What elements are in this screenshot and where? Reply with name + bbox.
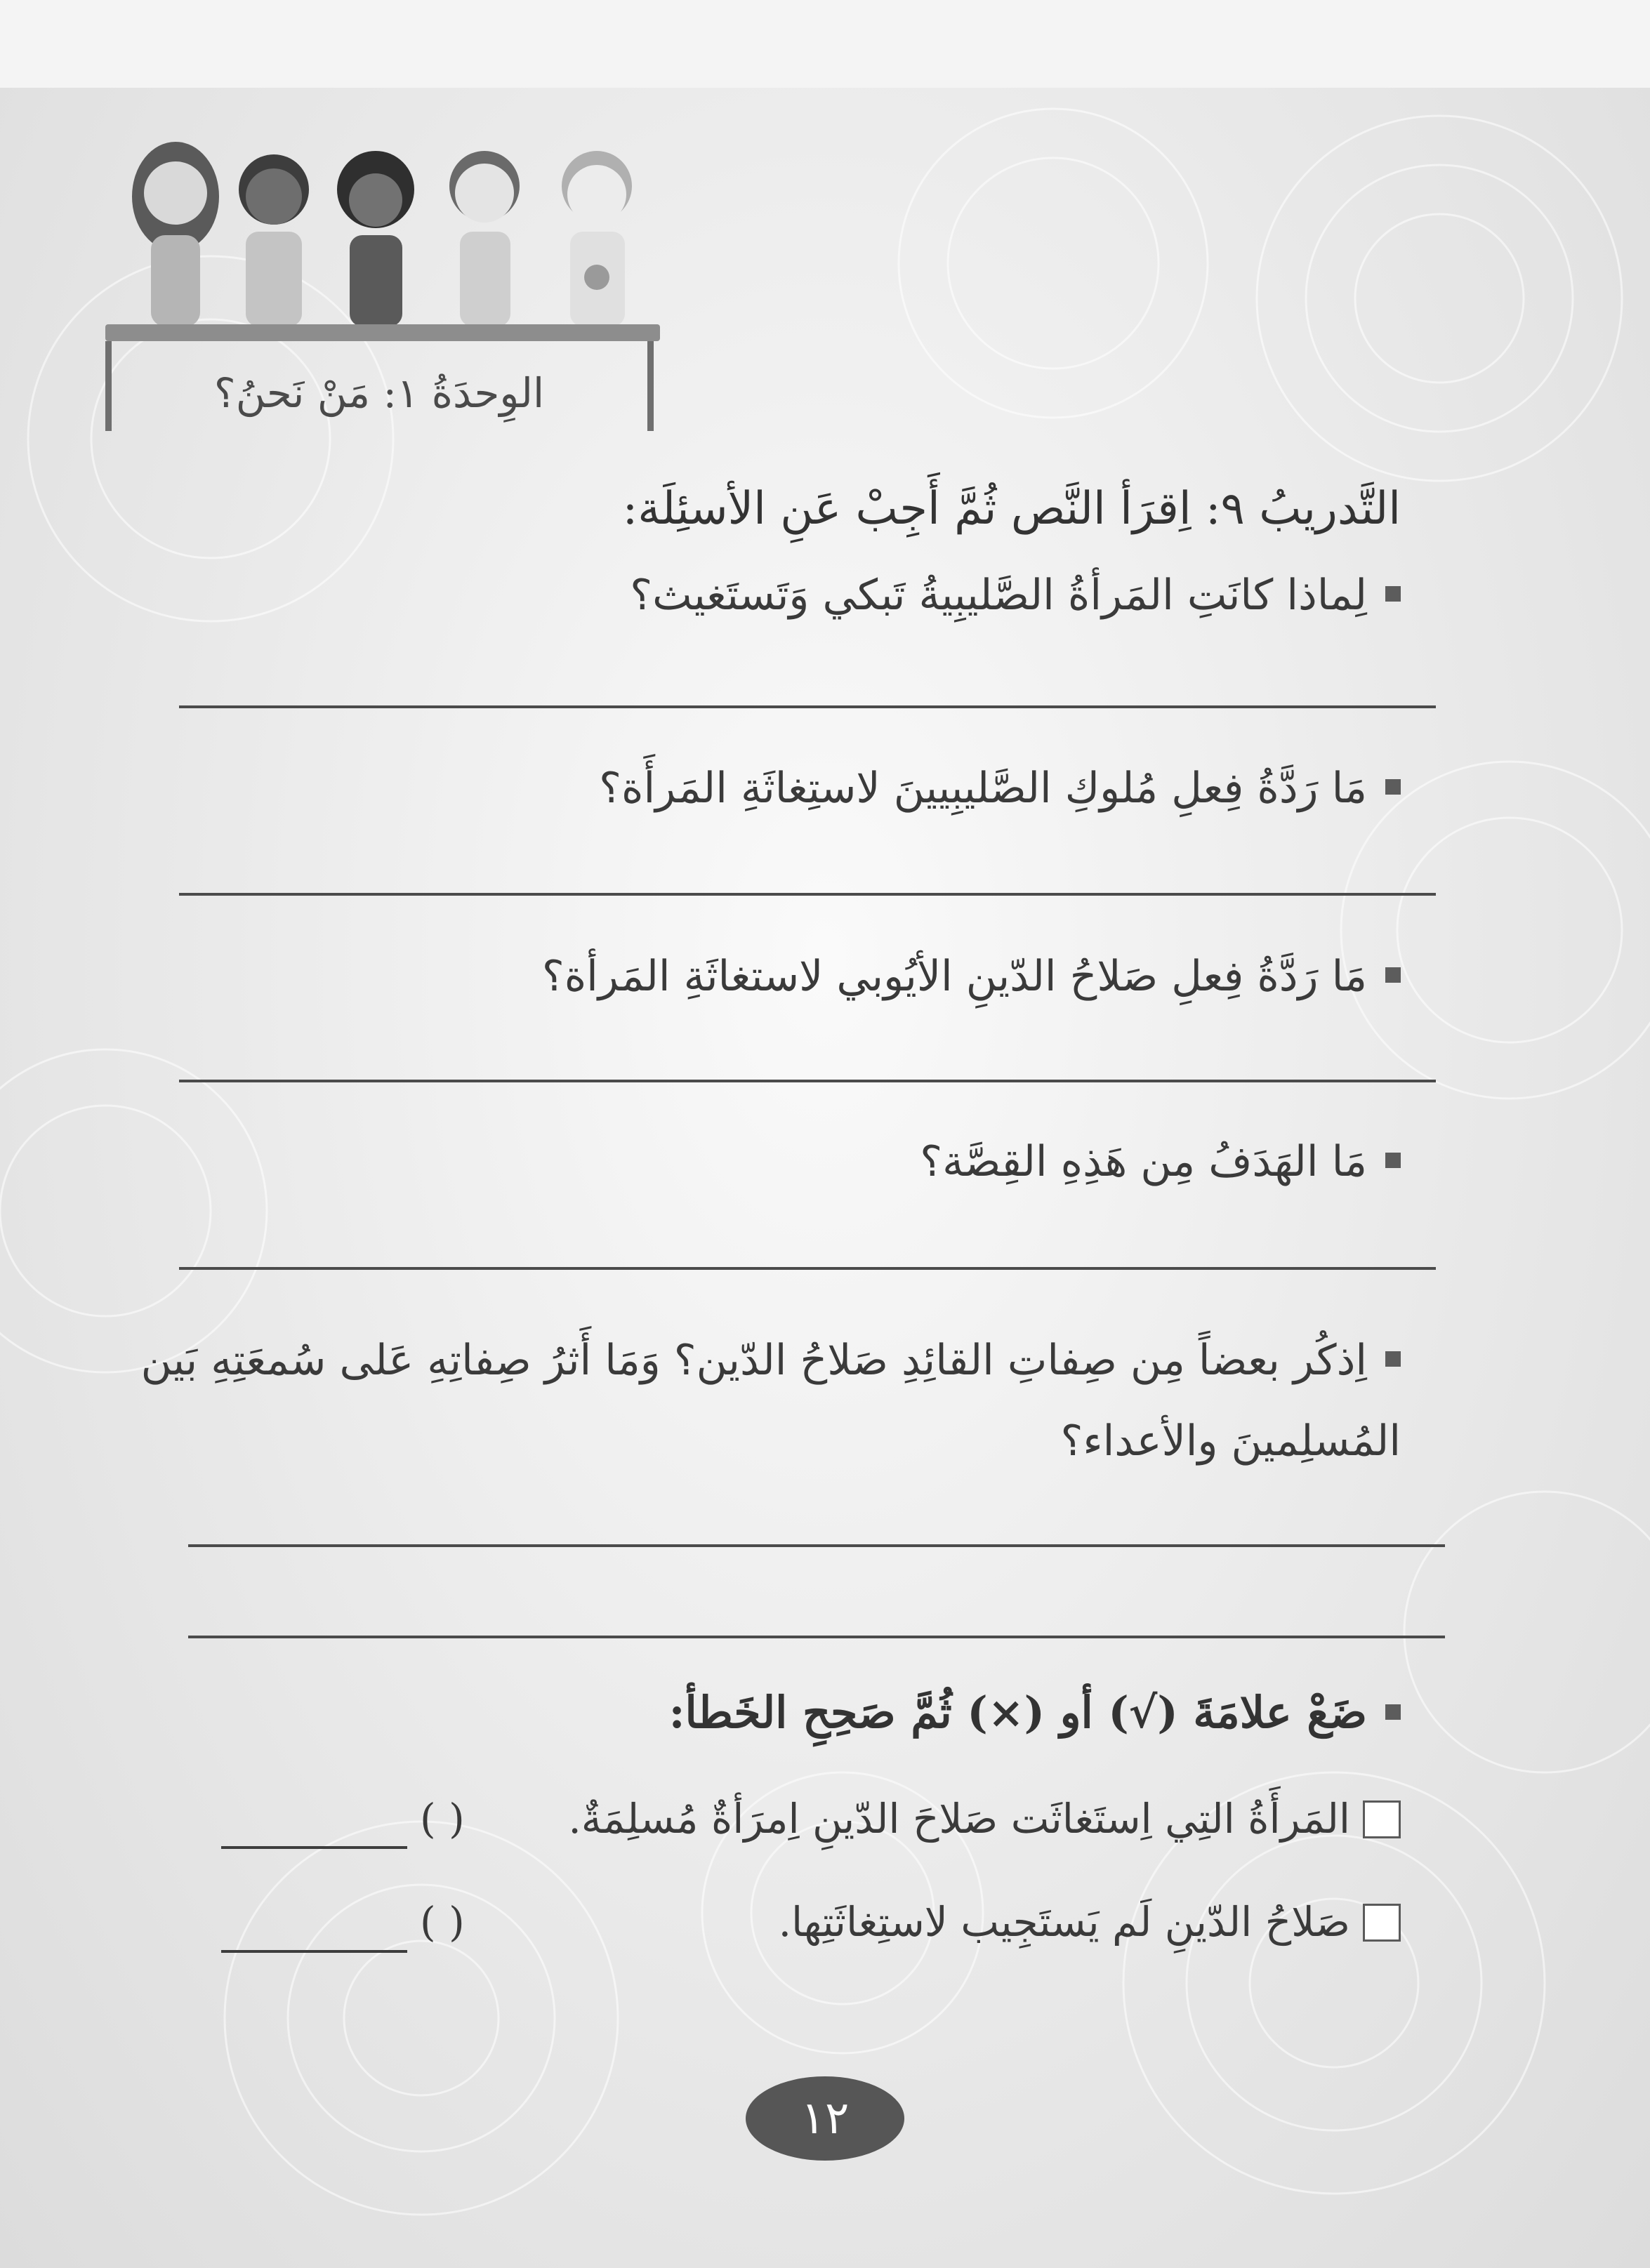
statement-2 xyxy=(779,1892,1401,1952)
correction-line-1[interactable] xyxy=(221,1846,407,1849)
statement-checkbox[interactable] xyxy=(1363,1904,1401,1942)
unit-title: الوِحدَةُ ١: مَنْ نَحنُ؟ xyxy=(213,369,545,417)
bullet-icon xyxy=(1385,1704,1401,1720)
check-task-title xyxy=(669,1681,1401,1744)
desk-leg-left xyxy=(105,341,112,431)
mark-parentheses-1[interactable]: ( ) xyxy=(420,1795,465,1843)
statement-checkbox[interactable] xyxy=(1363,1801,1401,1838)
question-text: اِذكُر بعضاً مِن صِفاتِ القائِدِ صَلاحُ الدّين؟ وَمَا أَثرُ صِفاتِهِ عَلى سُمعَتِهِ بَين xyxy=(140,1336,1367,1385)
answer-line-1[interactable] xyxy=(179,705,1436,708)
page-number: ١٢ xyxy=(800,2093,850,2144)
question-text: مَا الهَدَفُ مِن هَذِهِ القِصَّة؟ xyxy=(920,1137,1367,1186)
statement-1 xyxy=(568,1789,1401,1849)
bullet-icon xyxy=(1385,1351,1401,1367)
children-illustration xyxy=(126,130,667,333)
statement-text: صَلاحُ الدّينِ لَم يَستَجِيب لاستِغاثَتِها. xyxy=(778,1898,1350,1946)
bullet-icon xyxy=(1385,967,1401,983)
desk-top xyxy=(105,324,660,341)
desk-leg-right xyxy=(647,341,654,431)
question-5-line-2: المُسلِمينَ والأعداء؟ xyxy=(1060,1417,1401,1466)
question-4 xyxy=(920,1132,1401,1192)
answer-line-2[interactable] xyxy=(179,893,1436,896)
answer-line-4[interactable] xyxy=(179,1267,1436,1270)
answer-line-5b[interactable] xyxy=(188,1636,1445,1638)
question-5-line-1 xyxy=(141,1330,1401,1391)
exercise-title: التَّدريبُ ٩: اِقرَأ النَّص ثُمَّ أَجِبْ عَنِ الأسئِلَة: xyxy=(622,483,1401,535)
statement-text: المَرأَةُ التِي اِستَغاثَت صَلاحَ الدّينِ اِمرَأةٌ مُسلِمَةٌ. xyxy=(568,1795,1350,1843)
question-1 xyxy=(630,565,1401,625)
bullet-icon xyxy=(1385,1153,1401,1168)
answer-line-5a[interactable] xyxy=(188,1544,1445,1547)
question-text: مَا رَدَّةُ فِعلِ مُلوكِ الصَّليبِيينَ لاستِغاثَةِ المَرأَة؟ xyxy=(599,764,1367,813)
answer-line-3[interactable] xyxy=(179,1080,1436,1082)
bullet-icon xyxy=(1385,779,1401,795)
bullet-icon xyxy=(1385,586,1401,602)
correction-line-2[interactable] xyxy=(221,1950,407,1953)
mark-parentheses-2[interactable]: ( ) xyxy=(420,1898,465,1946)
question-2 xyxy=(599,758,1401,818)
check-task-text: ضَعْ علامَةَ (√) أو (×) ثُمَّ صَحِحِ الخَطأ: xyxy=(668,1687,1367,1738)
question-3 xyxy=(542,946,1401,1007)
question-text: مَا رَدَّةُ فِعلِ صَلاحُ الدّينِ الأيُوبي لاستغاثَةِ المَرأة؟ xyxy=(541,952,1367,1001)
question-text: لِماذا كانَتِ المَرأةُ الصَّليبِيةُ تَبكي وَتَستَغيث؟ xyxy=(630,571,1367,620)
